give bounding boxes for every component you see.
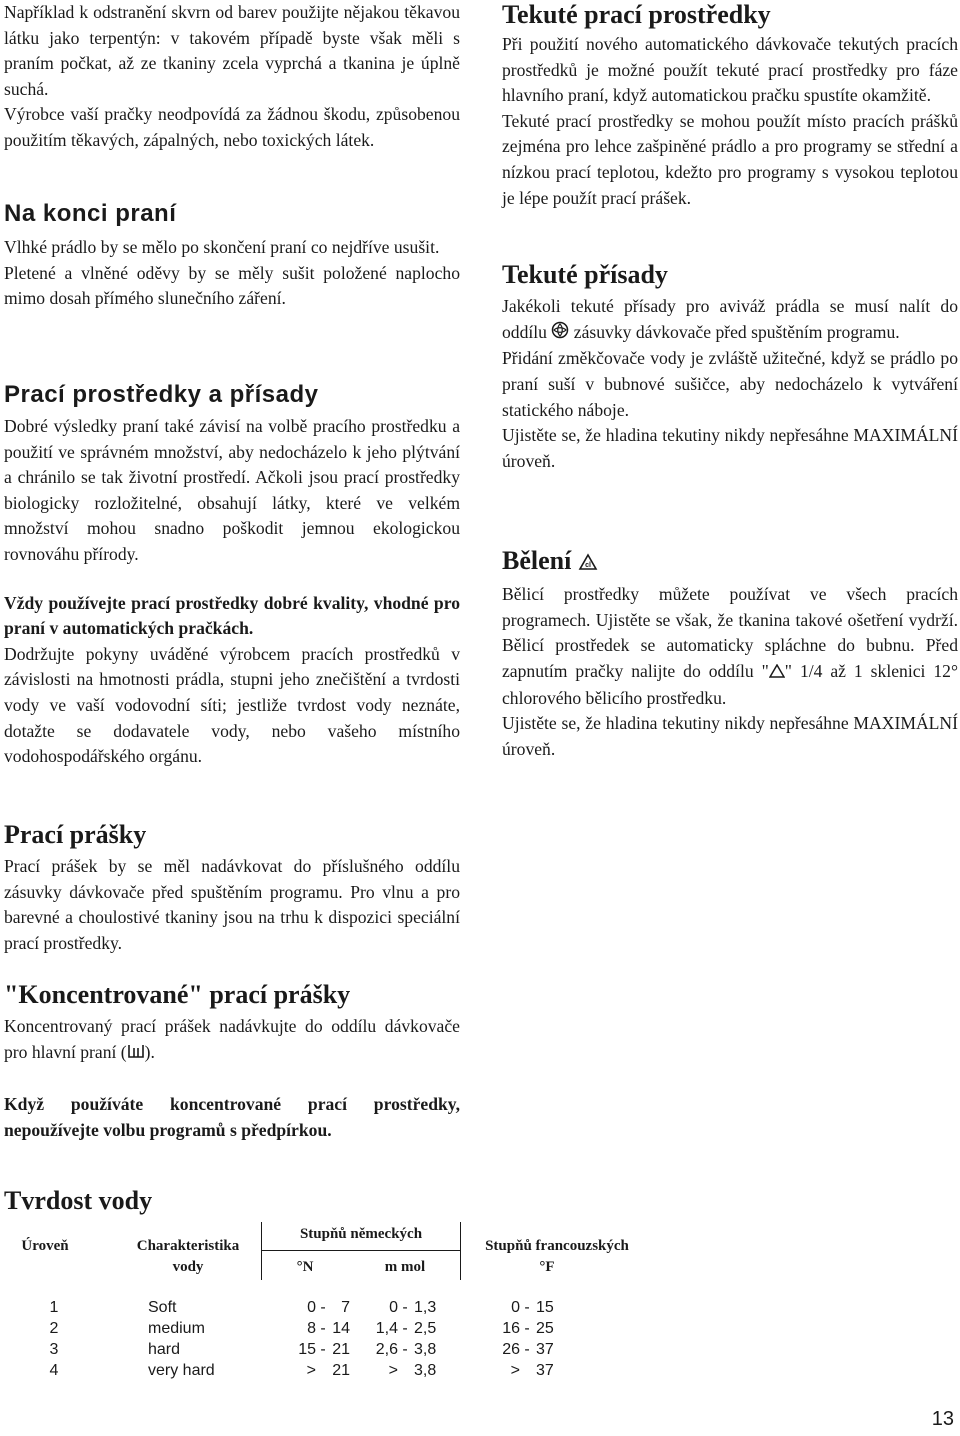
section-heading: Tekuté přísady <box>502 260 668 289</box>
section-heading: Na konci praní <box>4 200 177 227</box>
liquid-additives-section <box>502 260 958 474</box>
table-cell: 15 <box>298 1341 316 1358</box>
header-characteristics-2: vody <box>172 1259 204 1275</box>
liquid-detergents-section <box>502 0 958 211</box>
table-cell: medium <box>148 1320 205 1337</box>
powders-section <box>4 820 460 956</box>
table-cell: > <box>388 1362 398 1379</box>
table-cell: 2 <box>49 1320 59 1337</box>
paragraph: Prací prášek by se měl nadávkovat do příslušného oddílu zásuvky dávkovače před spuštěním programu. Pro vlnu a pro barevné a choulostivé tkaniny jsou na trhu k dispozici speciální prací prostředky. <box>4 856 460 953</box>
paragraph <box>4 1014 460 1066</box>
table-cell: - <box>320 1299 326 1316</box>
table-cell: - <box>320 1341 326 1358</box>
bold-note: Když používáte koncentrované prací prostředky, nepoužívejte volbu programů s předpírkou. <box>4 1094 460 1140</box>
paragraph: Ujistěte se, že hladina tekutiny nikdy nepřesáhne MAXIMÁLNÍ úroveň. <box>502 425 958 471</box>
table-cell: 21 <box>332 1341 350 1358</box>
heading-text: Bělení <box>502 546 572 575</box>
text: zásuvky dávkovače před spuštěním programu. <box>573 321 900 342</box>
quote: " <box>761 660 769 681</box>
bold-note: Vždy používejte prací prostředky dobré kvality, vhodné pro praní v automatických pračkách. <box>4 592 460 639</box>
header-french: Stupňů francouzských <box>485 1238 629 1254</box>
table-cell: very hard <box>148 1362 215 1379</box>
header-level: Úroveň <box>21 1238 69 1254</box>
svg-text:cl: cl <box>584 562 591 570</box>
paragraph <box>502 294 958 346</box>
table-cell: 3,8 <box>414 1362 437 1379</box>
table-cell: Soft <box>148 1299 177 1316</box>
paragraph: Tekuté prací prostředky se mohou použít místo pracích prášků zejména pro lehce zašpiněné prádlo a pro programy se střední a nízkou prací teplotou, kdežto pro programy s vysokou teplotou je lépe použít prací prášek. <box>502 110 958 208</box>
text: Jakékoli tekuté přísady pro aviváž prádla se musí nalít do oddílu <box>502 296 958 342</box>
table-cell: 1,3 <box>414 1299 437 1316</box>
table-cell: - <box>524 1320 530 1337</box>
table-cell: 0 <box>307 1299 316 1316</box>
paragraph: Ujistěte se, že hladina tekutiny nikdy nepřesáhne MAXIMÁLNÍ úroveň. <box>502 713 958 759</box>
quote: " <box>784 660 792 681</box>
table-divider <box>460 1222 461 1280</box>
bleach-triangle-icon <box>578 548 598 578</box>
section-heading: "Koncentrované" prací prášky <box>4 980 351 1009</box>
table-cell: 37 <box>536 1362 554 1379</box>
table-cell: 7 <box>341 1299 350 1316</box>
header-german-n: °N <box>296 1259 314 1275</box>
text: Koncentrovaný prací prášek nadávkujte do oddílu dávkovače pro hlavní praní ( <box>4 1016 460 1062</box>
table-cell: 14 <box>332 1320 350 1337</box>
section-heading: Prací prášky <box>4 820 147 849</box>
header-german-mmol: m mol <box>384 1259 426 1275</box>
table-cell: 2,6 <box>375 1341 398 1358</box>
main-wash-compartment-icon <box>127 1041 145 1067</box>
section-heading: Tekuté prací prostředky <box>502 0 771 29</box>
table-cell: 1 <box>49 1299 59 1316</box>
intro-paragraph-1: Například k odstranění skvrn od barev použijte nějakou těkavou látku jako terpentýn: v takovém případě byste však měli s praním počkat, až ze tkaniny zcela vyprchá a tkanina je úplně suchá. <box>4 2 460 99</box>
table-cell: - <box>524 1341 530 1358</box>
table-cell: 25 <box>536 1320 554 1337</box>
section-heading <box>502 546 958 578</box>
table-cell: - <box>402 1299 408 1316</box>
paragraph: Při použití nového automatického dávkovače tekutých pracích prostředků je možné použít tekuté prací prostředky pro fáze hlavního praní, když automatickou pračku spustíte okamžitě. <box>502 34 958 106</box>
table-cell: 3,8 <box>414 1341 437 1358</box>
paragraph: Dodržujte pokyny uváděné výrobcem pracích prostředků v závislosti na hmotnosti prádla, stupni jeho znečištění a tvrdosti vody ve vaší vodovodní síti; jestliže tvrdost vody neznáte, dotažte se dodavatele vody, nebo vašeho místního vodohospodářského orgánu. <box>4 643 460 767</box>
table-cell: 3 <box>49 1341 59 1358</box>
table-title: Tvrdost vody <box>4 1186 153 1215</box>
table-cell: 2,5 <box>414 1320 437 1337</box>
paragraph: Dobré výsledky praní také závisí na volbě pracího prostředku a použití ve správném množství, aby nedocházelo k jeho plýtvání a chránilo se tak životní prostředí. Ačkoli jsou prací prostředky biologicky rozložitelné, obsahují látky, které ve velkém množství mohou snadno poškodit jemnou ekologickou rovnováhu přírody. <box>4 416 460 564</box>
table-cell: - <box>402 1341 408 1358</box>
table-cell: 15 <box>536 1299 554 1316</box>
table-cell: - <box>524 1299 530 1316</box>
text: ). <box>144 1041 155 1062</box>
table-cell: 0 <box>389 1299 398 1316</box>
table-cell: > <box>306 1362 316 1379</box>
text: 1/4 až 1 sklenici 12° chlorového bělicího prostředku. <box>502 660 958 708</box>
table-cell: 4 <box>49 1362 59 1379</box>
intro-section <box>4 0 460 154</box>
text: Bělicí prostředky můžete používat ve všech pracích programech. Ujistěte se však, že tkanina takové ošetření vydrží. Bělicí prostředek se automaticky spláchne do bubnu. Před zapnutím pračky nalijte do oddílu <box>502 584 958 681</box>
paragraph: Pletené a vlněné oděvy by se měly sušit položené naplocho mimo dosah přímého slunečního záření. <box>4 262 460 309</box>
paragraph: Vlhké prádlo by se mělo po skončení praní co nejdříve usušit. <box>4 237 440 257</box>
bleach-triangle-icon <box>769 660 785 686</box>
end-of-wash-section <box>4 200 460 312</box>
section-heading: Prací prostředky a přísady <box>4 381 319 408</box>
table-cell: - <box>402 1320 408 1337</box>
paragraph: Přidání změkčovače vody je zvláště užitečné, když se prádlo po praní suší v bubnové sušičce, aby nedocházelo k vytváření statického náboje. <box>502 348 958 420</box>
header-german: Stupňů německých <box>299 1226 423 1242</box>
table-cell: hard <box>148 1341 181 1358</box>
page-number: 13 <box>931 1408 954 1430</box>
concentrated-section <box>4 980 460 1144</box>
header-characteristics: Charakteristika <box>136 1238 240 1254</box>
table-cell: 16 <box>502 1320 520 1337</box>
detergents-section <box>4 381 460 770</box>
table-cell: 37 <box>536 1341 554 1358</box>
table-cell: 26 <box>502 1341 520 1358</box>
table-cell: 1,4 <box>375 1320 398 1337</box>
header-french-f: °F <box>539 1259 555 1275</box>
table-cell: 8 <box>307 1320 316 1337</box>
intro-paragraph-2: Výrobce vaší pračky neodpovídá za žádnou škodu, způsobenou použitím těkavých, zápalných, nebo toxických látek. <box>4 104 460 150</box>
table-cell: 0 <box>511 1299 520 1316</box>
table-cell: > <box>510 1362 520 1379</box>
table-divider <box>261 1250 461 1251</box>
softener-compartment-icon <box>551 321 569 347</box>
table-cell: - <box>320 1320 326 1337</box>
bleaching-section <box>502 546 958 762</box>
paragraph <box>502 582 958 711</box>
table-cell: 21 <box>332 1362 350 1379</box>
